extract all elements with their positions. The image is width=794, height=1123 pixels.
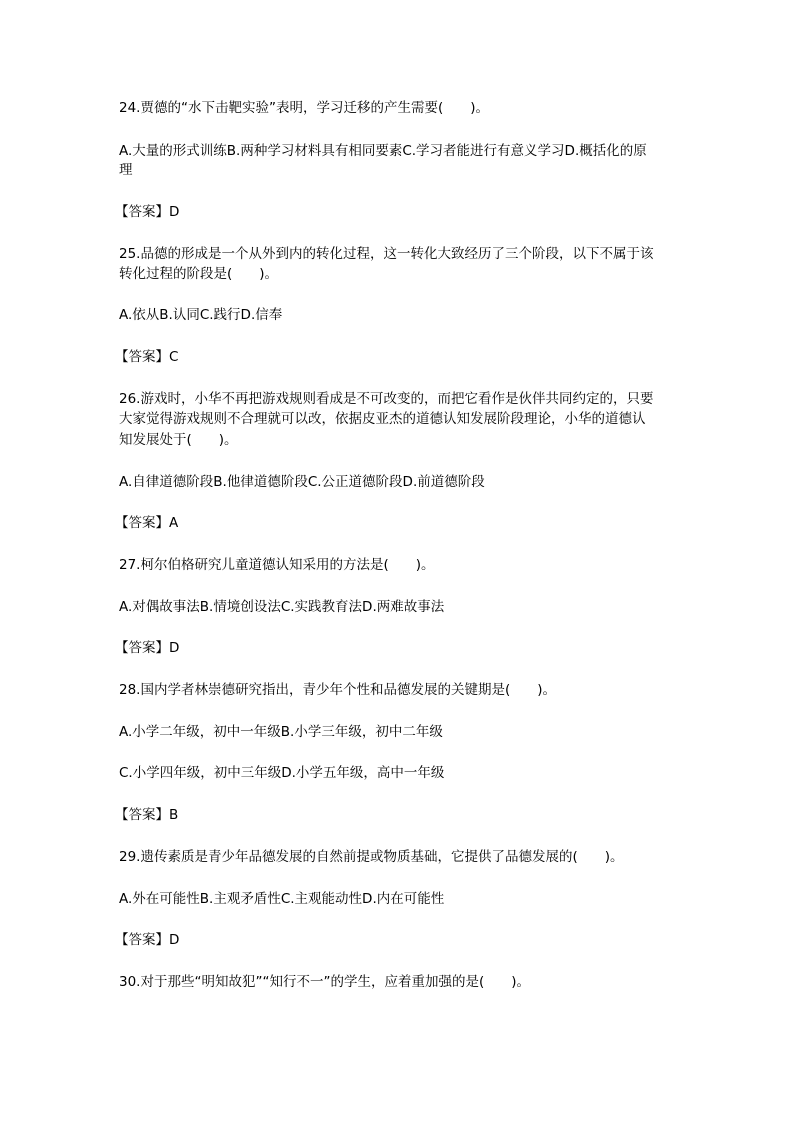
question-stem: 大家觉得游戏规则不合理就可以改，依据皮亚杰的道德认知发展阶段理论，小华的道德认 [119,411,646,427]
answer-label: 【答案】A [115,515,179,531]
question-stem: 25.品德的形成是一个从外到内的转化过程，这一转化大致经历了三个阶段，以下不属于该 [119,246,654,262]
question-stem: 28.国内学者林崇德研究指出，青少年个性和品德发展的关键期是( )。 [119,682,557,698]
question-stem: 29.遗传素质是青少年品德发展的自然前提或物质基础，它提供了品德发展的( )。 [119,849,624,865]
question-options: 理 [119,162,133,178]
question-stem: 24.贾德的“水下击靶实验”表明，学习迁移的产生需要( )。 [119,100,489,116]
question-options: A.自律道德阶段B.他律道德阶段C.公正道德阶段D.前道德阶段 [119,474,485,490]
question-stem: 知发展处于( )。 [119,432,238,448]
question-stem: 26.游戏时，小华不再把游戏规则看成是不可改变的，而把它看作是伙伴共同约定的，只要 [119,391,654,407]
question-stem: 30.对于那些“明知故犯”“知行不一”的学生，应着重加强的是( )。 [119,974,530,990]
question-stem: 转化过程的阶段是( )。 [119,266,279,282]
question-options: A.大量的形式训练B.两种学习材料具有相同要素C.学习者能进行有意义学习D.概括化的原 [119,143,647,159]
answer-label: 【答案】C [115,349,179,365]
question-options: A.对偶故事法B.情境创设法C.实践教育法D.两难故事法 [119,599,445,615]
answer-label: 【答案】D [115,204,180,220]
question-options: C.小学四年级，初中三年级D.小学五年级，高中一年级 [119,765,445,781]
answer-label: 【答案】D [115,932,180,948]
question-options: A.小学二年级，初中一年级B.小学三年级，初中二年级 [119,724,443,740]
question-options: A.外在可能性B.主观矛盾性C.主观能动性D.内在可能性 [119,891,445,907]
question-stem: 27.柯尔伯格研究儿童道德认知采用的方法是( )。 [119,557,435,573]
answer-label: 【答案】D [115,640,180,656]
answer-label: 【答案】B [115,807,179,823]
question-options: A.依从B.认同C.践行D.信奉 [119,307,283,323]
